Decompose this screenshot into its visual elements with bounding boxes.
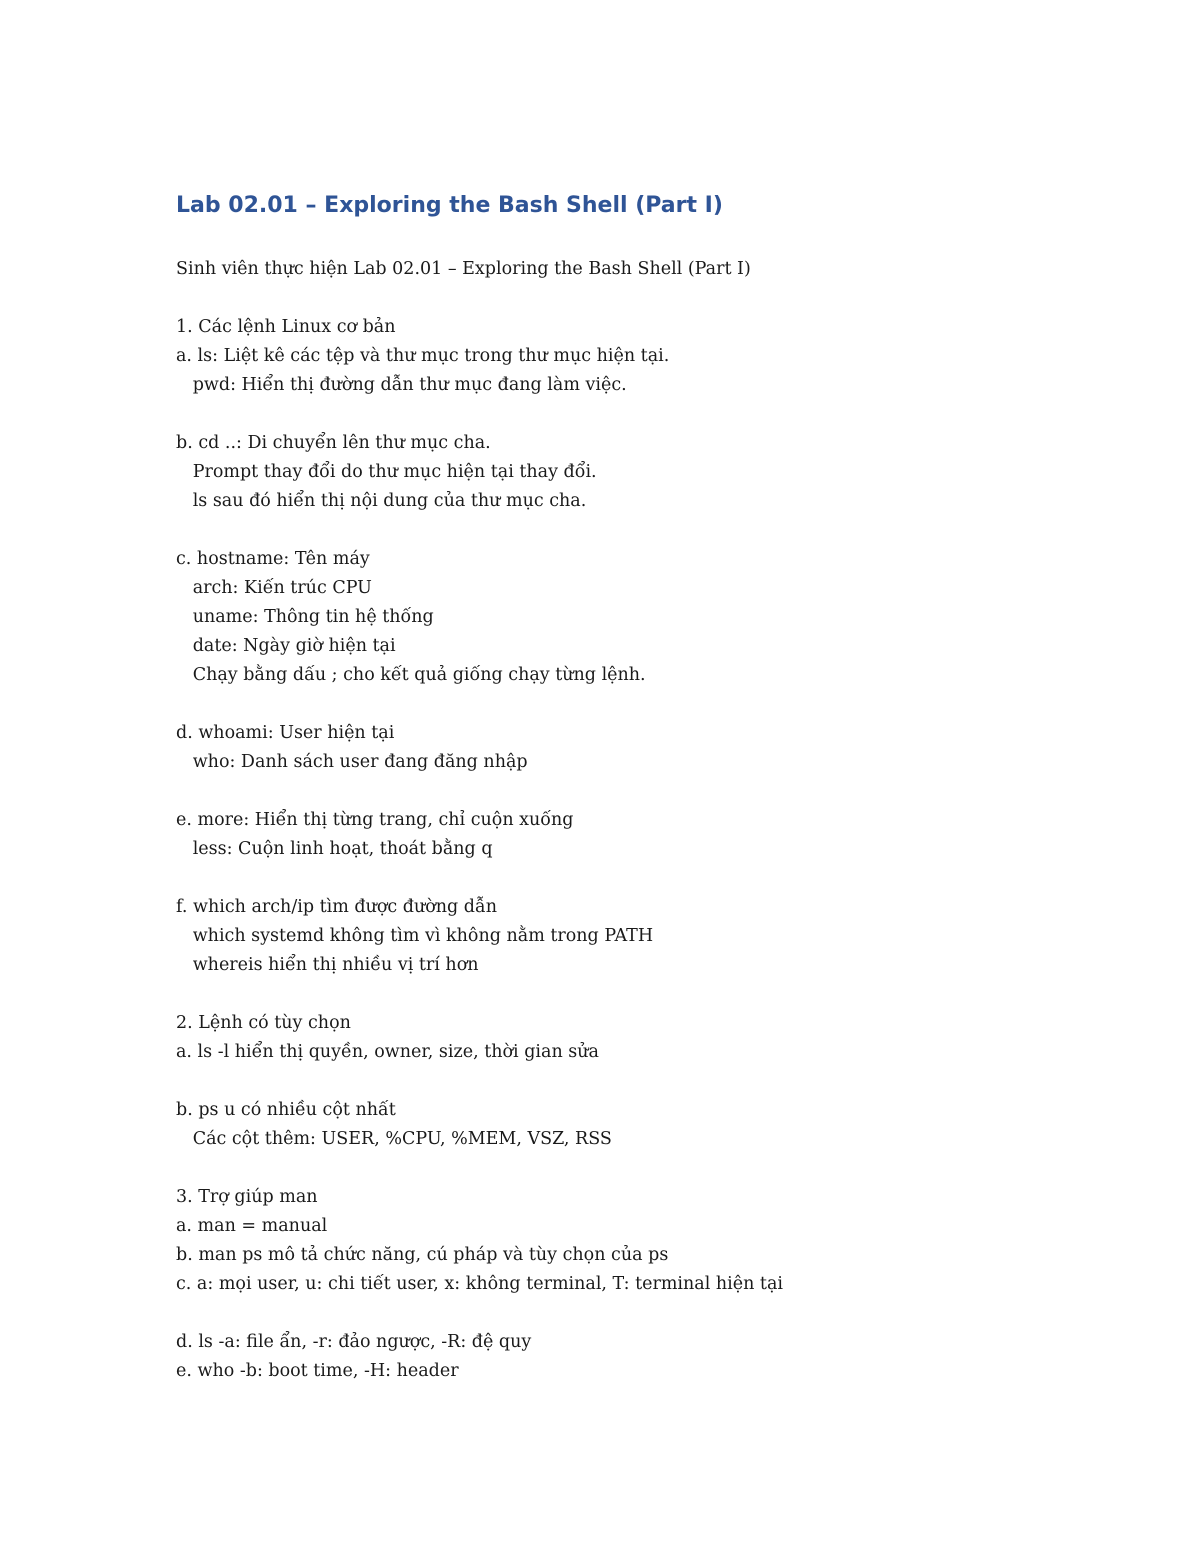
text-block (176, 1009, 1136, 1067)
text-line: uname: Thông tin hệ thống (176, 607, 434, 627)
text-line: which systemd không tìm vì không nằm trong PATH (176, 926, 654, 946)
text-block (176, 893, 1136, 980)
text-line: date: Ngày giờ hiện tại (176, 636, 396, 656)
text-line: b. ps u có nhiều cột nhất (176, 1100, 396, 1120)
text-line: 1. Các lệnh Linux cơ bản (176, 317, 396, 337)
document-title: Lab 02.01 – Exploring the Bash Shell (Part I) (176, 193, 723, 218)
document-body (176, 255, 1136, 1386)
text-line: d. whoami: User hiện tại (176, 723, 395, 743)
text-line: e. more: Hiển thị từng trang, chỉ cuộn xuống (176, 810, 574, 830)
text-block (176, 719, 1136, 777)
text-line: 2. Lệnh có tùy chọn (176, 1013, 351, 1033)
text-block (176, 1183, 1136, 1299)
text-line: 3. Trợ giúp man (176, 1187, 318, 1207)
text-block (176, 429, 1136, 516)
text-line: d. ls -a: file ẩn, -r: đảo ngược, -R: đệ quy (176, 1332, 532, 1352)
paragraph-spacer (176, 1299, 1136, 1328)
intro-paragraph: Sinh viên thực hiện Lab 02.01 – Exploring the Bash Shell (Part I) (176, 259, 751, 279)
text-block (176, 545, 1136, 690)
text-line: who: Danh sách user đang đăng nhập (176, 752, 528, 772)
paragraph-spacer (176, 690, 1136, 719)
text-line: Chạy bằng dấu ; cho kết quả giống chạy từng lệnh. (176, 665, 646, 685)
text-line: f. which arch/ip tìm được đường dẫn (176, 897, 497, 917)
text-line: Các cột thêm: USER, %CPU, %MEM, VSZ, RSS (176, 1129, 612, 1149)
paragraph-spacer (176, 864, 1136, 893)
text-line: c. hostname: Tên máy (176, 549, 370, 569)
paragraph-spacer (176, 980, 1136, 1009)
text-line: b. cd ..: Di chuyển lên thư mục cha. (176, 433, 491, 453)
paragraph-spacer (176, 284, 1136, 313)
paragraph-spacer (176, 516, 1136, 545)
text-line: arch: Kiến trúc CPU (176, 578, 372, 598)
text-line: b. man ps mô tả chức năng, cú pháp và tùy chọn của ps (176, 1245, 669, 1265)
text-line: Prompt thay đổi do thư mục hiện tại thay đổi. (176, 462, 597, 482)
text-line: a. man = manual (176, 1216, 328, 1236)
paragraph-spacer (176, 1067, 1136, 1096)
text-line: a. ls -l hiển thị quyền, owner, size, thời gian sửa (176, 1042, 599, 1062)
text-line: whereis hiển thị nhiều vị trí hơn (176, 955, 479, 975)
text-line: ls sau đó hiển thị nội dung của thư mục cha. (176, 491, 587, 511)
paragraph-spacer (176, 400, 1136, 429)
text-line: less: Cuộn linh hoạt, thoát bằng q (176, 839, 493, 859)
text-line: pwd: Hiển thị đường dẫn thư mục đang làm việc. (176, 375, 627, 395)
text-line: a. ls: Liệt kê các tệp và thư mục trong thư mục hiện tại. (176, 346, 670, 366)
paragraph-spacer (176, 1154, 1136, 1183)
text-line: c. a: mọi user, u: chi tiết user, x: không terminal, T: terminal hiện tại (176, 1274, 783, 1294)
paragraph-spacer (176, 777, 1136, 806)
text-block (176, 1328, 1136, 1386)
text-block (176, 1096, 1136, 1154)
text-line: e. who -b: boot time, -H: header (176, 1361, 459, 1381)
text-block (176, 313, 1136, 400)
text-block (176, 806, 1136, 864)
